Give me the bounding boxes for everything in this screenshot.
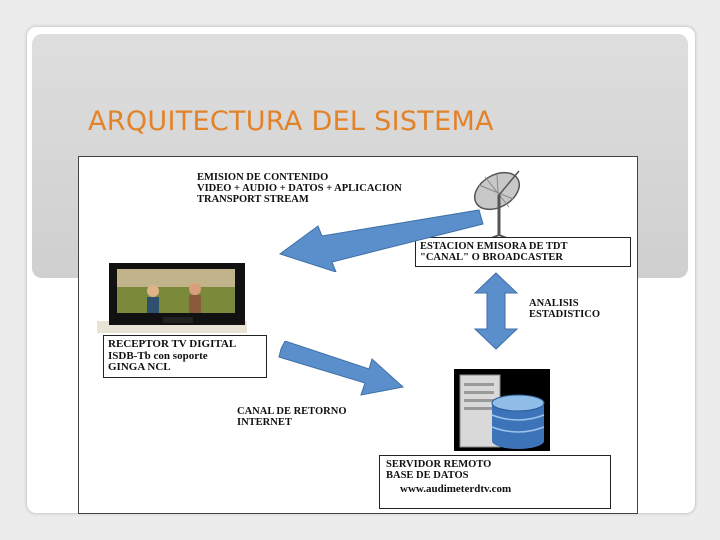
analysis-double-arrow: [471, 271, 521, 351]
emission-label: EMISION DE CONTENIDO VIDEO + AUDIO + DATOS + APLICACION TRANSPORT STREAM: [197, 172, 402, 206]
server-database-image: [454, 369, 550, 451]
return-channel-arrow: [277, 341, 407, 397]
slide-title: ARQUITECTURA DEL SISTEMA: [88, 106, 494, 137]
broadcaster-box: ESTACION EMISORA DE TDT "CANAL" O BROADCASTER: [415, 237, 631, 267]
server-box: [379, 455, 611, 509]
tv-receiver-image: [97, 261, 247, 333]
server-label: SERVIDOR REMOTO BASE DE DATOS: [386, 459, 492, 482]
server-url: www.audimeterdtv.com: [400, 483, 512, 496]
broadcast-arrow: [274, 202, 484, 272]
receiver-box: RECEPTOR TV DIGITAL ISDB-Tb con soporte GINGA NCL: [103, 335, 267, 378]
analysis-label: ANALISIS ESTADISTICO: [529, 298, 600, 321]
architecture-diagram: [78, 156, 638, 514]
return-channel-label: CANAL DE RETORNO INTERNET: [237, 406, 347, 429]
